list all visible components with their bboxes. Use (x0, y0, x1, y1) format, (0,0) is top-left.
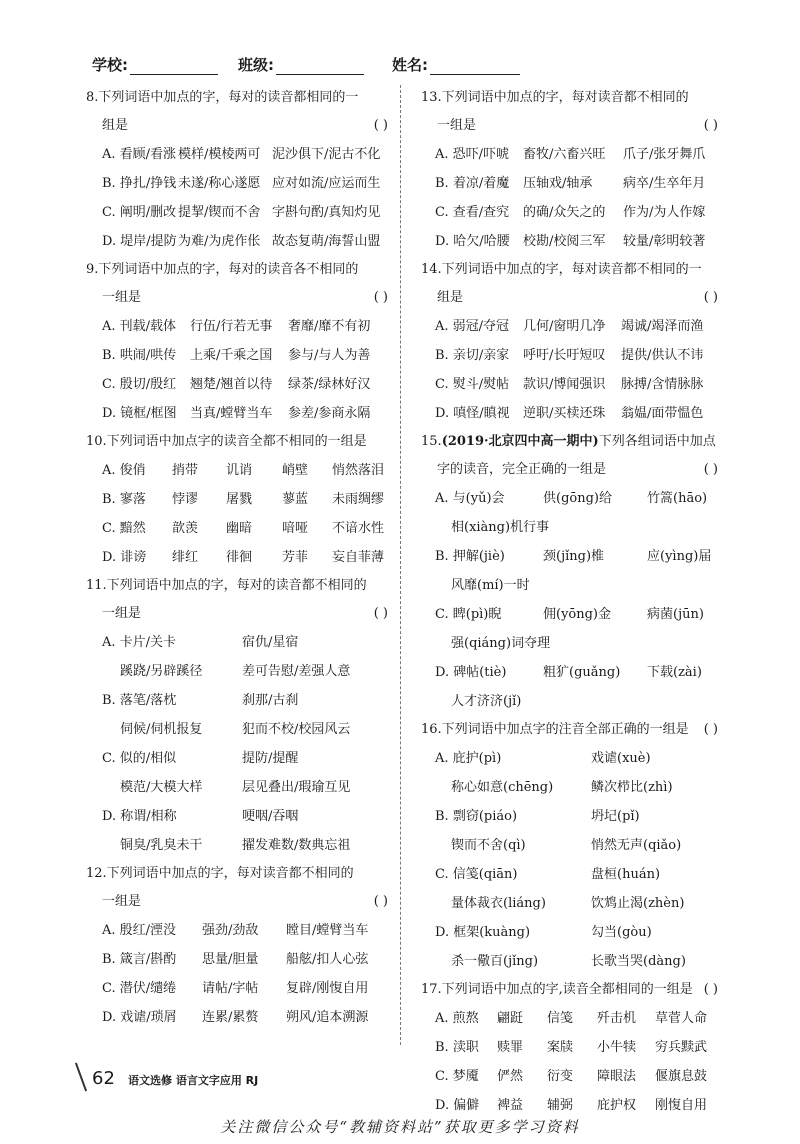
question-stem-cont: 组是 (437, 290, 464, 305)
answer-paren: ( ) (373, 290, 388, 305)
school-blank[interactable] (130, 58, 218, 75)
option-text: 讥诮 (226, 463, 253, 478)
question-10 (80, 428, 390, 572)
question-13 (415, 84, 720, 256)
option-text: 逆职/买椟还珠 (523, 406, 606, 421)
option-row-b (80, 485, 390, 514)
option-text: A. 俊俏 (102, 463, 146, 478)
option-text: 绯红 (172, 550, 199, 565)
option-text: 喑哑 (282, 521, 309, 536)
answer-paren: ( ) (373, 606, 388, 621)
option-text: D. 镜框/框图 (102, 406, 177, 421)
option-text: 佣(yōng)金 (543, 607, 612, 622)
option-text: 脉搏/含情脉脉 (621, 377, 704, 392)
option-text: B. 箴言/斟酌 (102, 952, 177, 967)
option-text: 相(xiàng)机行事 (451, 520, 550, 535)
option-row-d2 (80, 831, 390, 860)
option-row-b (415, 542, 720, 571)
option-text: D. 哈欠/哈腰 (435, 234, 510, 249)
option-text: B. 着凉/着魔 (435, 176, 510, 191)
option-text: 翘楚/翘首以待 (190, 377, 273, 392)
option-text: 竹篙(hāo) (647, 491, 708, 506)
option-text: A. 弱冠/夺冠 (435, 319, 510, 334)
name-blank[interactable] (430, 58, 520, 75)
option-text: 庇护权 (597, 1098, 637, 1113)
option-text: 穷兵黩武 (655, 1040, 708, 1055)
option-text: 风靡(mí)一时 (451, 578, 530, 593)
option-row-d (80, 227, 390, 256)
option-text: 瞠目/螳臂当车 (286, 923, 369, 938)
option-text: 供(gōng)给 (543, 491, 612, 506)
option-text: 宿仇/星宿 (242, 635, 299, 650)
option-text: B. 落笔/落枕 (102, 693, 177, 708)
option-row-b (415, 169, 720, 198)
option-text: D. 诽谤 (102, 550, 147, 565)
question-15 (415, 428, 720, 716)
option-text: 哽咽/吞咽 (242, 809, 299, 824)
page-number: 62 (92, 1068, 115, 1089)
right-column (415, 84, 720, 1120)
option-text: A. 庇护(pì) (435, 751, 502, 766)
option-text: D. 偏僻 (435, 1098, 480, 1113)
option-row-a (80, 916, 390, 945)
option-text: C. 潜伏/缱绻 (102, 981, 177, 996)
option-text: C. 睥(pì)睨 (435, 607, 502, 622)
option-text: 病卒/生卒年月 (623, 176, 706, 191)
option-row-c (415, 1062, 720, 1091)
option-text: 悄然落泪 (332, 463, 385, 478)
option-row-c (415, 860, 720, 889)
option-row-c (80, 974, 390, 1003)
option-text: 赎罪 (497, 1040, 524, 1055)
option-text: 畜牧/六畜兴旺 (523, 147, 606, 162)
option-text: 悄然无声(qiǎo) (591, 838, 682, 853)
question-stem: 11.下列词语中加点的字，每对的读音都不相同的 (86, 578, 367, 593)
option-row-d (80, 802, 390, 831)
option-text: 校勘/校阅三军 (523, 234, 606, 249)
option-text: 上乘/千乘之国 (190, 348, 273, 363)
left-column (80, 84, 390, 1032)
option-text: 应(yìng)届 (647, 549, 712, 564)
option-text: A. 恐吓/吓唬 (435, 147, 510, 162)
option-text: 盘桓(huán) (591, 867, 661, 882)
school-label: 学校: (92, 56, 128, 74)
question-stem: 13.下列词语中加点的字，每对读音都不相同的 (421, 90, 689, 105)
option-row-b (80, 341, 390, 370)
option-row-c (80, 370, 390, 399)
option-text: A. 刊载/载体 (102, 319, 177, 334)
option-text: D. 称谓/相称 (102, 809, 177, 824)
option-row-c2 (415, 629, 720, 658)
option-text: 擢发难数/数典忘祖 (242, 838, 351, 853)
question-14 (415, 256, 720, 428)
option-row-b (415, 802, 720, 831)
option-text: B. 哄闹/哄传 (102, 348, 177, 363)
option-text: 颈(jǐng)椎 (543, 549, 605, 564)
option-row-c2 (415, 889, 720, 918)
option-text: 刹那/古刹 (242, 693, 299, 708)
option-row-a (80, 140, 390, 169)
option-row-c2 (80, 773, 390, 802)
option-text: 裨益 (497, 1098, 524, 1113)
option-text: 较量/彰明较著 (623, 234, 706, 249)
question-stem: 16.下列词语中加点字的注音全部正确的一组是 (421, 722, 689, 737)
option-text: 铜臭/乳臭未干 (120, 838, 203, 853)
option-row-c (80, 198, 390, 227)
option-text: 衍变 (547, 1069, 574, 1084)
option-text: 款识/博闻强识 (523, 377, 606, 392)
option-row-d2 (415, 947, 720, 976)
option-text: 不谙水性 (332, 521, 385, 536)
option-row-a (80, 312, 390, 341)
option-text: 行伍/行若无事 (190, 319, 273, 334)
question-16 (415, 716, 720, 976)
question-8 (80, 84, 390, 256)
question-stem: 10.下列词语中加点字的读音全都不相同的一组是 (86, 434, 367, 449)
option-text: 提供/供认不讳 (621, 348, 704, 363)
option-text: B. 寥落 (102, 492, 146, 507)
question-stem-cont: 字的读音，完全正确的一组是 (437, 462, 607, 477)
option-text: 伺候/伺机报复 (120, 722, 203, 737)
option-text: 案牍 (547, 1040, 574, 1055)
option-text: C. 熨斗/熨帖 (435, 377, 510, 392)
option-text: 字斟句酌/真知灼见 (272, 205, 381, 220)
column-divider (400, 85, 401, 1045)
question-stem-cont: 一组是 (102, 606, 142, 621)
option-text: 复辟/刚愎自用 (286, 981, 369, 996)
option-text: C. 似的/相似 (102, 751, 177, 766)
answer-paren: ( ) (703, 982, 718, 997)
option-row-b (80, 945, 390, 974)
option-text: 歆羡 (172, 521, 199, 536)
wechat-promo-note: 关注微信公众号“教辅资料站”获取更多学习资料 (220, 1118, 580, 1136)
answer-paren: ( ) (703, 118, 718, 133)
option-text: 称心如意(chēng) (451, 780, 554, 795)
option-text: A. 与(yǔ)会 (435, 491, 505, 506)
option-row-c (415, 600, 720, 629)
source-tag: (2019·北京四中高一期中) (441, 434, 599, 449)
option-text: 草菅人命 (655, 1011, 708, 1026)
option-text: 提挈/锲而不舍 (178, 205, 261, 220)
option-text: 俨然 (497, 1069, 524, 1084)
answer-paren: ( ) (703, 722, 718, 737)
option-text: D. 框架(kuàng) (435, 925, 531, 940)
school-field (92, 54, 218, 75)
option-text: 偃旗息鼓 (655, 1069, 708, 1084)
option-row-d (415, 399, 720, 428)
option-text: 信笺 (547, 1011, 574, 1026)
option-text: B. 挣扎/挣钱 (102, 176, 177, 191)
option-text: 人才济济(jǐ) (451, 694, 522, 709)
option-text: 未遂/称心遂愿 (178, 176, 261, 191)
option-row-a (415, 484, 720, 513)
option-row-d2 (415, 687, 720, 716)
option-text: 参差/参商永隔 (288, 406, 371, 421)
option-text: 歼击机 (597, 1011, 637, 1026)
option-row-b2 (80, 715, 390, 744)
option-row-d (415, 227, 720, 256)
option-row-c (80, 744, 390, 773)
option-text: A. 殷红/湮没 (102, 923, 177, 938)
option-row-a2 (80, 657, 390, 686)
option-text: 蹊跷/另辟蹊径 (120, 664, 203, 679)
option-text: 当真/螳臂当车 (190, 406, 273, 421)
question-stem: 12.下列词语中加点的字，每对读音都不相同的 (86, 866, 354, 881)
option-text: D. 戏谑/琐屑 (102, 1010, 177, 1025)
answer-paren: ( ) (703, 462, 718, 477)
option-text: 15. (421, 434, 442, 449)
option-text: C. 殷切/殷红 (102, 377, 177, 392)
option-text: 朔风/追本溯源 (286, 1010, 369, 1025)
question-12 (80, 860, 390, 1032)
option-text: 犯而不校/校园风云 (242, 722, 351, 737)
option-text: 作为/为人作嫁 (623, 205, 706, 220)
class-field (238, 54, 364, 75)
option-text: 层见叠出/瑕瑜互见 (242, 780, 351, 795)
option-text: 芳菲 (282, 550, 309, 565)
question-stem: 8.下列词语中加点的字，每对的读音都相同的一 (86, 90, 359, 105)
question-stem: 17.下列词语中加点的字,读音全都相同的一组是 (421, 982, 693, 997)
book-title: 语文选修 语言文字应用 RJ (128, 1074, 259, 1087)
option-text: 刚愎自用 (655, 1098, 708, 1113)
option-row-b2 (415, 571, 720, 600)
option-text: 船舷/扣人心弦 (286, 952, 369, 967)
answer-paren: ( ) (703, 290, 718, 305)
option-text: A. 卡片/关卡 (102, 635, 177, 650)
answer-paren: ( ) (373, 118, 388, 133)
option-text: 下载(zài) (647, 665, 702, 680)
question-stem-cont: 组是 (102, 118, 129, 133)
option-text: 锲而不舍(qì) (451, 838, 526, 853)
option-text: 勾当(gòu) (591, 925, 652, 940)
option-row-b (415, 1033, 720, 1062)
option-row-b (415, 341, 720, 370)
option-text: 连累/累赘 (202, 1010, 259, 1025)
option-text: 提防/提醒 (242, 751, 299, 766)
option-text: 应对如流/应运而生 (272, 176, 381, 191)
option-text: 妄自菲薄 (332, 550, 385, 565)
option-text: 鳞次栉比(zhì) (591, 780, 673, 795)
option-row-d (415, 918, 720, 947)
option-text: 模范/大模大样 (120, 780, 203, 795)
option-text: C. 查看/查究 (435, 205, 510, 220)
option-text: 长歌当哭(dàng) (591, 954, 686, 969)
option-text: C. 梦魇 (435, 1069, 479, 1084)
option-text: 辅弼 (547, 1098, 574, 1113)
option-row-a (415, 744, 720, 773)
option-text: 奢靡/靡不有初 (288, 319, 371, 334)
option-text: 峭壁 (282, 463, 309, 478)
option-text: B. 剽窃(piáo) (435, 809, 518, 824)
option-row-c (415, 198, 720, 227)
student-info-header (92, 54, 532, 78)
option-text: 压轴戏/轴承 (523, 176, 593, 191)
option-text: 差可告慰/差强人意 (242, 664, 351, 679)
question-stem-cont: 一组是 (437, 118, 477, 133)
option-text: C. 阐明/删改 (102, 205, 177, 220)
option-text: 捎带 (172, 463, 199, 478)
option-row-c (415, 370, 720, 399)
option-text: 模样/模棱两可 (178, 147, 261, 162)
class-blank[interactable] (276, 58, 364, 75)
option-text: 为难/为虎作伥 (178, 234, 261, 249)
option-row-a (80, 456, 390, 485)
option-text: 病菌(jūn) (647, 607, 704, 622)
question-stem-cont: 一组是 (102, 290, 142, 305)
option-text: 强劲/劲敌 (202, 923, 259, 938)
option-text: 未雨绸缪 (332, 492, 385, 507)
option-text: 粗犷(guǎng) (543, 665, 621, 680)
option-text: 翩跹 (497, 1011, 524, 1026)
option-text: 强(qiáng)词夺理 (451, 636, 551, 651)
option-row-a (415, 140, 720, 169)
option-text: 徘徊 (226, 550, 253, 565)
option-text: 的确/众矢之的 (523, 205, 606, 220)
question-stem: 9.下列词语中加点的字，每对的读音各不相同的 (86, 262, 359, 277)
option-row-a (80, 628, 390, 657)
option-text: 竭诚/竭泽而渔 (621, 319, 704, 334)
option-text: 请帖/字帖 (202, 981, 259, 996)
option-text: A. 看顾/看涨 (102, 147, 177, 162)
option-text: C. 黯然 (102, 521, 146, 536)
option-text: D. 碑帖(tiè) (435, 665, 507, 680)
name-field (392, 54, 520, 75)
option-text: 思量/胆量 (202, 952, 259, 967)
option-text: 故态复萌/海誓山盟 (272, 234, 381, 249)
name-label: 姓名: (392, 56, 428, 74)
option-row-d (80, 543, 390, 572)
option-text: C. 信笺(qiān) (435, 867, 518, 882)
option-text: 屠戮 (226, 492, 253, 507)
option-row-a2 (415, 773, 720, 802)
question-9 (80, 256, 390, 428)
answer-paren: ( ) (373, 894, 388, 909)
option-text: 杀一儆百(jǐng) (451, 954, 539, 969)
option-row-c (80, 514, 390, 543)
option-text: 戏谑(xuè) (591, 751, 651, 766)
option-text: 呼吁/长吁短叹 (523, 348, 606, 363)
option-text: 泥沙俱下/泥古不化 (272, 147, 381, 162)
option-text: 悖谬 (172, 492, 199, 507)
option-row-a2 (415, 513, 720, 542)
option-text: 绿茶/绿林好汉 (288, 377, 371, 392)
option-text: D. 嗔怪/瞋视 (435, 406, 510, 421)
option-text: 坍圮(pǐ) (591, 809, 640, 824)
option-text: B. 渎职 (435, 1040, 479, 1055)
option-text: 小牛犊 (597, 1040, 637, 1055)
question-stem (415, 428, 720, 456)
question-stem-cont: 一组是 (102, 894, 142, 909)
question-stem: 14.下列词语中加点的字，每对读音都不相同的一 (421, 262, 702, 277)
option-row-d (80, 1003, 390, 1032)
option-text: B. 押解(jiè) (435, 549, 505, 564)
question-11 (80, 572, 390, 860)
class-label: 班级: (238, 56, 274, 74)
footer-slash-divider (75, 1063, 87, 1092)
question-17 (415, 976, 720, 1120)
option-row-b (80, 169, 390, 198)
option-row-d (415, 658, 720, 687)
option-text: 幽暗 (226, 521, 253, 536)
option-text: 几何/窗明几净 (523, 319, 606, 334)
option-row-a (415, 1004, 720, 1033)
option-row-d (80, 399, 390, 428)
option-text: 饮鸩止渴(zhèn) (591, 896, 685, 911)
option-text: 蓼蓝 (282, 492, 309, 507)
option-text: 参与/与人为善 (288, 348, 371, 363)
option-text: A. 煎熬 (435, 1011, 479, 1026)
option-text: 下列各组词语中加点 (598, 434, 716, 449)
option-text: 翁媪/面带愠色 (621, 406, 704, 421)
option-text: 爪子/张牙舞爪 (623, 147, 706, 162)
option-text: D. 堤岸/提防 (102, 234, 177, 249)
option-text: B. 亲切/亲家 (435, 348, 510, 363)
option-text: 量体裁衣(liáng) (451, 896, 546, 911)
option-row-b (80, 686, 390, 715)
option-row-b2 (415, 831, 720, 860)
option-row-a (415, 312, 720, 341)
option-text: 障眼法 (597, 1069, 637, 1084)
